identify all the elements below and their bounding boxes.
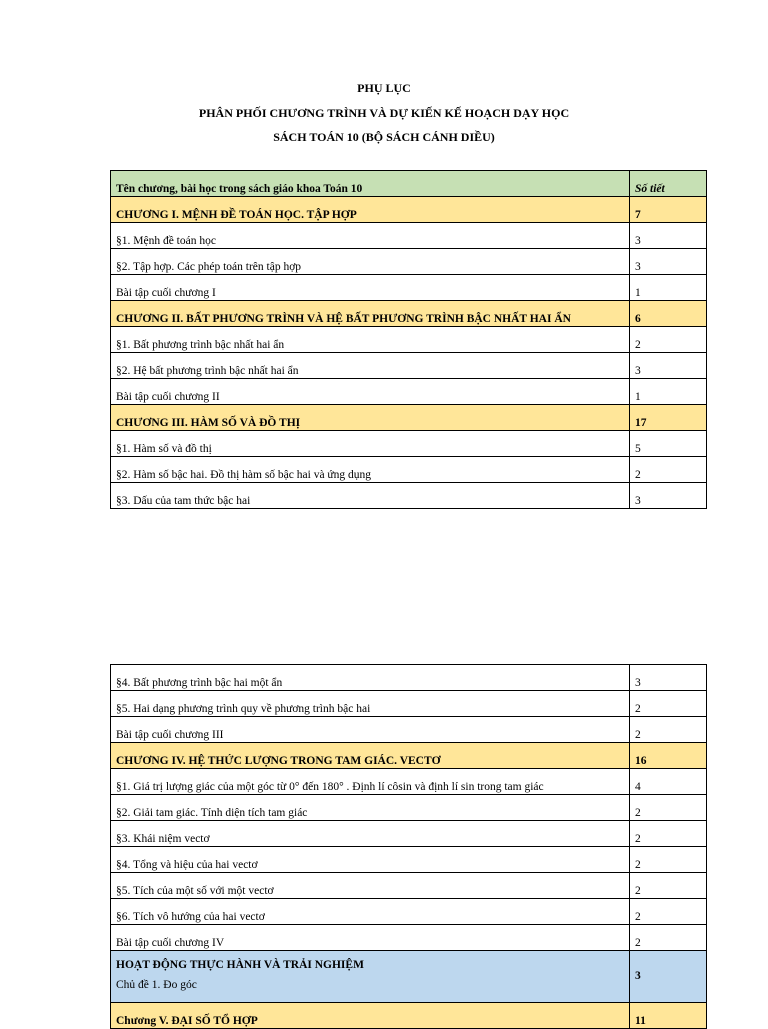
row-name: §5. Tích của một số với một vectơ — [111, 873, 630, 899]
row-name: §5. Hai dạng phương trình quy về phương trình bậc hai — [111, 691, 630, 717]
row-periods: 2 — [630, 925, 707, 951]
chapter-row — [111, 405, 707, 431]
row-periods: 5 — [630, 431, 707, 457]
lesson-row — [111, 275, 707, 301]
row-periods: 3 — [630, 951, 707, 1003]
row-periods: 2 — [630, 873, 707, 899]
row-periods: 16 — [630, 743, 707, 769]
row-periods: 3 — [630, 483, 707, 509]
row-name: §1. Giá trị lượng giác của một góc từ 0° đến 180° . Định lí côsin và định lí sin trong tam giác — [111, 769, 630, 795]
row-name: §4. Tổng và hiệu của hai vectơ — [111, 847, 630, 873]
activity-row — [111, 951, 707, 1003]
lesson-row — [111, 873, 707, 899]
row-name: §2. Giải tam giác. Tính diện tích tam giác — [111, 795, 630, 821]
row-periods: 2 — [630, 691, 707, 717]
row-periods: 3 — [630, 249, 707, 275]
row-periods: 1 — [630, 275, 707, 301]
row-periods: 7 — [630, 197, 707, 223]
lesson-row — [111, 665, 707, 691]
row-name: Bài tập cuối chương IV — [111, 925, 630, 951]
chapter-row — [111, 301, 707, 327]
lesson-row — [111, 717, 707, 743]
row-name: §3. Khái niệm vectơ — [111, 821, 630, 847]
row-periods: 2 — [630, 821, 707, 847]
row-name: Bài tập cuối chương III — [111, 717, 630, 743]
curriculum-table-part2 — [110, 664, 707, 1029]
lesson-row — [111, 223, 707, 249]
row-name: CHƯƠNG IV. HỆ THỨC LƯỢNG TRONG TAM GIÁC. VECTƠ — [111, 743, 630, 769]
header-lesson-name: Tên chương, bài học trong sách giáo khoa Toán 10 — [111, 171, 630, 197]
row-periods: 11 — [630, 1003, 707, 1029]
row-name: §4. Bất phương trình bậc hai một ẩn — [111, 665, 630, 691]
row-periods: 2 — [630, 327, 707, 353]
lesson-row — [111, 847, 707, 873]
row-name: CHƯƠNG II. BẤT PHƯƠNG TRÌNH VÀ HỆ BẤT PHƯƠNG TRÌNH BẬC NHẤT HAI ẨN — [111, 301, 630, 327]
row-name: §3. Dấu của tam thức bậc hai — [111, 483, 630, 509]
row-name: Bài tập cuối chương II — [111, 379, 630, 405]
row-name: Chương V. ĐẠI SỐ TỔ HỢP — [111, 1003, 630, 1029]
row-periods: 6 — [630, 301, 707, 327]
row-name: Bài tập cuối chương I — [111, 275, 630, 301]
row-name — [111, 951, 630, 1003]
row-periods: 3 — [630, 353, 707, 379]
lesson-row — [111, 353, 707, 379]
row-periods: 2 — [630, 899, 707, 925]
row-periods: 17 — [630, 405, 707, 431]
row-name: CHƯƠNG I. MỆNH ĐỀ TOÁN HỌC. TẬP HỢP — [111, 197, 630, 223]
table-header-row — [111, 171, 707, 197]
document-heading — [0, 76, 768, 150]
heading-book: SÁCH TOÁN 10 (BỘ SÁCH CÁNH DIỀU) — [273, 130, 495, 144]
row-name: §1. Mệnh đề toán học — [111, 223, 630, 249]
row-periods: 4 — [630, 769, 707, 795]
lesson-row — [111, 691, 707, 717]
row-periods: 3 — [630, 665, 707, 691]
chapter-row — [111, 1003, 707, 1029]
activity-title: HOẠT ĐỘNG THỰC HÀNH VÀ TRẢI NGHIỆM — [116, 959, 364, 971]
chapter-row — [111, 743, 707, 769]
lesson-row — [111, 431, 707, 457]
row-periods: 2 — [630, 795, 707, 821]
header-periods: Số tiết — [630, 171, 707, 197]
row-name: §1. Bất phương trình bậc nhất hai ẩn — [111, 327, 630, 353]
lesson-row — [111, 795, 707, 821]
lesson-row — [111, 899, 707, 925]
heading-program: PHÂN PHỐI CHƯƠNG TRÌNH VÀ DỰ KIẾN KẾ HOẠCH DẠY HỌC — [198, 105, 570, 120]
lesson-row — [111, 769, 707, 795]
lesson-row — [111, 379, 707, 405]
row-name: §2. Hệ bất phương trình bậc nhất hai ẩn — [111, 353, 630, 379]
curriculum-table-part1 — [110, 170, 707, 509]
row-periods: 3 — [630, 223, 707, 249]
row-name: §1. Hàm số và đồ thị — [111, 431, 630, 457]
row-name: §6. Tích vô hướng của hai vectơ — [111, 899, 630, 925]
row-name: CHƯƠNG III. HÀM SỐ VÀ ĐỒ THỊ — [111, 405, 630, 431]
lesson-row — [111, 327, 707, 353]
chapter-row — [111, 197, 707, 223]
lesson-row — [111, 457, 707, 483]
activity-topic: Chủ đề 1. Đo góc — [116, 979, 197, 991]
row-name: §2. Tập hợp. Các phép toán trên tập hợp — [111, 249, 630, 275]
lesson-row — [111, 483, 707, 509]
row-periods: 2 — [630, 457, 707, 483]
lesson-row — [111, 925, 707, 951]
row-periods: 1 — [630, 379, 707, 405]
heading-appendix: PHỤ LỤC — [357, 81, 411, 95]
row-name: §2. Hàm số bậc hai. Đồ thị hàm số bậc hai và ứng dụng — [111, 457, 630, 483]
row-periods: 2 — [630, 717, 707, 743]
lesson-row — [111, 821, 707, 847]
lesson-row — [111, 249, 707, 275]
row-periods: 2 — [630, 847, 707, 873]
